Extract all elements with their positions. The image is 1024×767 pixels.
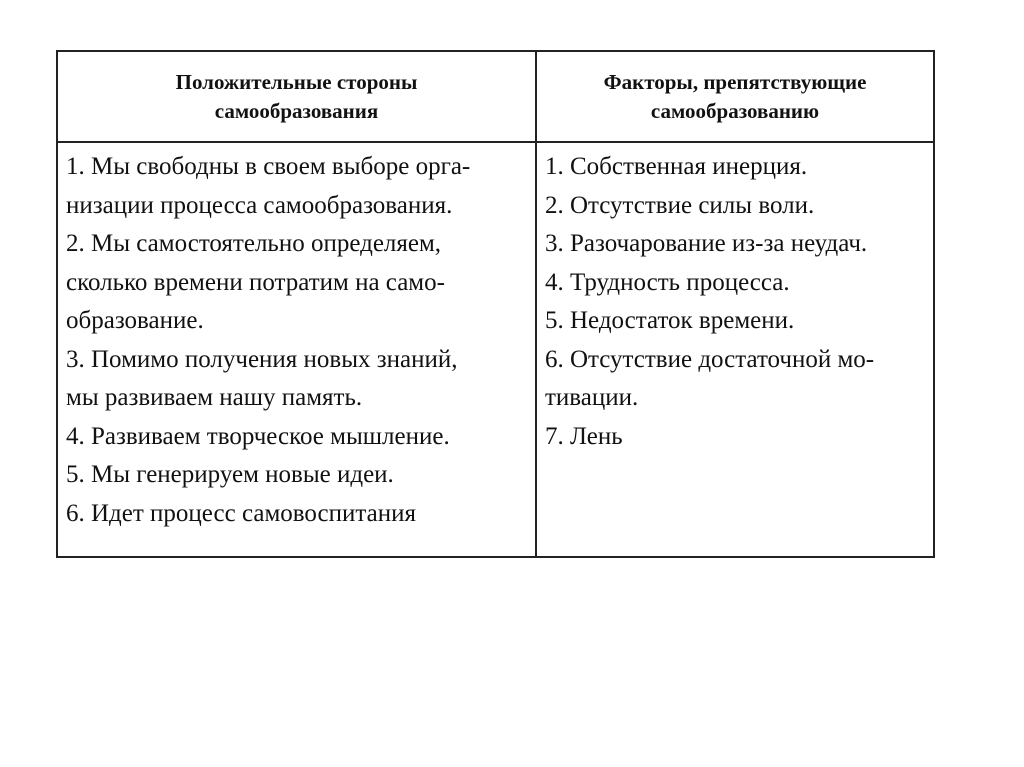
- list-item: 4. Трудность процесса.: [545, 268, 790, 296]
- list-item: 1. Собственная инерция.: [545, 153, 808, 180]
- list-item: 5. Мы генерируем новые идеи.: [66, 461, 394, 488]
- list-item: 2. Мы самостоятельно определяем,: [66, 230, 442, 257]
- positive-cell: [58, 142, 536, 556]
- list-item: 3. Разочарование из-за неудач.: [545, 230, 868, 257]
- header-positive-sides: Положительные стороны самообразования: [58, 52, 536, 142]
- list-item: 2. Отсутствие силы воли.: [545, 191, 815, 219]
- list-item: 6. Отсутствие достаточной мо-: [545, 345, 875, 373]
- header-row: [58, 52, 933, 142]
- header-obstacle-factors: Факторы, препятствующие самообразованию: [536, 52, 933, 142]
- table: [58, 52, 933, 556]
- obstacle-list: [545, 148, 933, 456]
- obstacle-cell: [536, 142, 933, 556]
- list-item: мы развиваем нашу память.: [66, 384, 363, 411]
- comparison-table: [56, 50, 935, 558]
- list-item: 7. Лень: [545, 422, 623, 450]
- list-item: сколько времени потратим на само-: [66, 268, 445, 296]
- list-item: 4. Развиваем творческое мышление.: [66, 422, 450, 450]
- list-item: 6. Идет процесс самовоспитания: [66, 499, 416, 527]
- list-item: 3. Помимо получения новых знаний,: [66, 345, 458, 373]
- list-item: низации процесса самообразования.: [66, 191, 453, 219]
- list-item: образование.: [66, 307, 204, 334]
- table-row: [58, 142, 933, 556]
- list-item: тивации.: [545, 384, 639, 411]
- positive-list: [66, 148, 535, 533]
- list-item: 5. Недостаток времени.: [545, 307, 795, 334]
- list-item: 1. Мы свободны в своем выборе орга-: [66, 153, 471, 180]
